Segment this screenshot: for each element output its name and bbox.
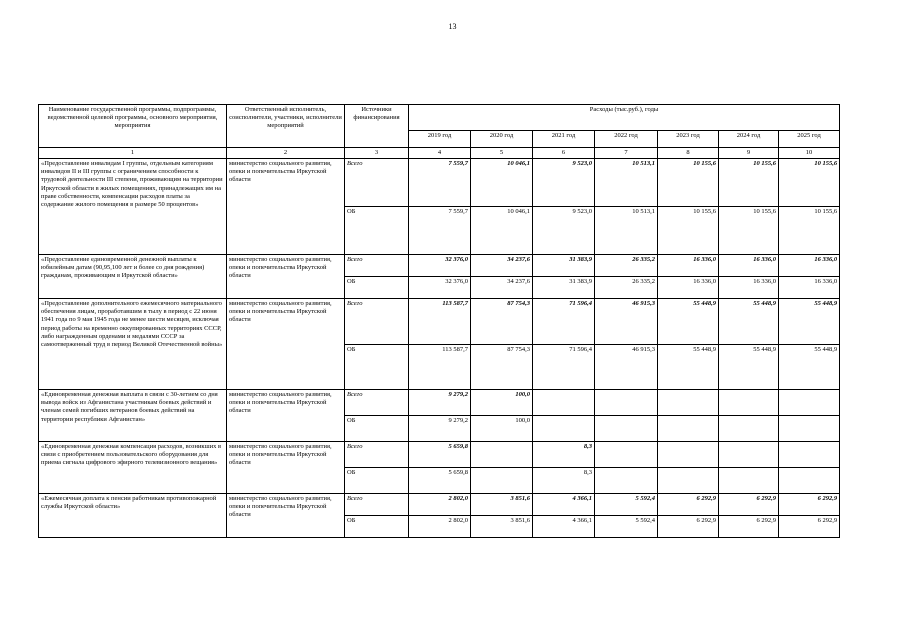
value-cell: 55 448,9 (719, 299, 779, 345)
value-cell: 10 155,6 (719, 159, 779, 207)
value-cell: 7 559,7 (409, 207, 471, 255)
value-cell (719, 442, 779, 468)
source-total-label: Всего (345, 390, 409, 416)
value-cell: 6 292,9 (719, 516, 779, 538)
value-cell: 55 448,9 (779, 345, 840, 390)
source-total-label: Всего (345, 442, 409, 468)
value-cell: 113 587,7 (409, 299, 471, 345)
page-number: 13 (448, 22, 457, 31)
value-cell: 2 802,0 (409, 516, 471, 538)
value-cell: 2 802,0 (409, 494, 471, 516)
value-cell: 6 292,9 (658, 494, 719, 516)
header-year: 2019 год (409, 131, 471, 148)
column-number: 2 (227, 148, 345, 159)
value-cell (658, 442, 719, 468)
value-cell (779, 442, 840, 468)
value-cell (779, 468, 840, 494)
table-row (39, 159, 840, 207)
program-name: «Единовременная денежная компенсация расходов, возникших в связи с приобретением пользовательского оборудования для приема сигнала цифрового эфирного телевизионного вещания» (39, 442, 227, 494)
value-cell (595, 442, 658, 468)
value-cell: 26 335,2 (595, 277, 658, 299)
column-number: 4 (409, 148, 471, 159)
value-cell: 16 336,0 (719, 277, 779, 299)
column-number: 7 (595, 148, 658, 159)
value-cell: 16 336,0 (719, 255, 779, 277)
value-cell (471, 442, 533, 468)
source-total-label: Всего (345, 255, 409, 277)
header-year: 2025 год (779, 131, 840, 148)
value-cell: 46 915,3 (595, 299, 658, 345)
value-cell: 34 237,6 (471, 255, 533, 277)
value-cell: 9 279,2 (409, 416, 471, 442)
value-cell (779, 390, 840, 416)
value-cell: 6 292,9 (719, 494, 779, 516)
value-cell: 71 596,4 (533, 299, 595, 345)
column-number: 1 (39, 148, 227, 159)
header-year: 2023 год (658, 131, 719, 148)
value-cell: 5 659,8 (409, 468, 471, 494)
program-name: «Предоставление единовременной денежной выплаты к юбилейным датам (90,95,100 лет и более со дня рождения) гражданам, проживающим в Иркутской области» (39, 255, 227, 299)
header-year: 2024 год (719, 131, 779, 148)
value-cell (719, 416, 779, 442)
value-cell: 46 915,3 (595, 345, 658, 390)
value-cell: 55 448,9 (658, 345, 719, 390)
value-cell: 32 376,0 (409, 277, 471, 299)
executor-name: министерство социального развития, опеки и попечительства Иркутской области (227, 442, 345, 494)
value-cell: 6 292,9 (779, 494, 840, 516)
value-cell: 10 155,6 (779, 207, 840, 255)
header-source: Источники финансирования (345, 105, 409, 148)
value-cell: 10 046,1 (471, 207, 533, 255)
source-ob-label: ОБ (345, 277, 409, 299)
value-cell (533, 416, 595, 442)
source-ob-label: ОБ (345, 416, 409, 442)
table-row (39, 390, 840, 416)
program-name: «Предоставление инвалидам I группы, отдельным категориям инвалидов II и III группы с ограничением способности к трудовой деятельности III степени, проживающим на территории Иркутской области в жилых помещениях, принадлежащих им на праве собственности, компенсации расходов платы за содержание жилого помещения в размере 50 процентов» (39, 159, 227, 255)
value-cell: 10 046,1 (471, 159, 533, 207)
program-name: «Единовременная денежная выплата в связи с 30-летием со дня вывода войск из Афганистана участникам боевых действий и членам семей погибших ветеранов боевых действий на территории республики Афганистан» (39, 390, 227, 442)
source-ob-label: ОБ (345, 516, 409, 538)
column-number: 9 (719, 148, 779, 159)
source-ob-label: ОБ (345, 468, 409, 494)
value-cell: 100,0 (471, 390, 533, 416)
table-row (39, 494, 840, 516)
value-cell (658, 468, 719, 494)
value-cell: 10 155,6 (779, 159, 840, 207)
table-row (39, 299, 840, 345)
value-cell: 8,3 (533, 468, 595, 494)
value-cell (658, 416, 719, 442)
program-name: «Ежемесячная доплата к пенсии работникам противопожарной службы Иркутской области» (39, 494, 227, 538)
value-cell: 16 336,0 (779, 255, 840, 277)
value-cell: 26 335,2 (595, 255, 658, 277)
value-cell (471, 468, 533, 494)
value-cell: 10 155,6 (658, 207, 719, 255)
program-name: «Предоставление дополнительного ежемесячного материального обеспечения лицам, проработавшим в тылу в период с 22 июня 1941 года по 9 мая 1945 года не менее шести месяцев, исключая период работы на временно оккупированных территориях СССР, либо награжденным орденами и медалями СССР за самоотверженный труд в период Великой Отечественной войны» (39, 299, 227, 390)
value-cell: 31 383,9 (533, 255, 595, 277)
executor-name: министерство социального развития, опеки и попечительства Иркутской области (227, 390, 345, 442)
value-cell: 87 754,3 (471, 299, 533, 345)
value-cell: 4 366,1 (533, 494, 595, 516)
value-cell (595, 416, 658, 442)
value-cell: 34 237,6 (471, 277, 533, 299)
value-cell: 16 336,0 (658, 277, 719, 299)
value-cell: 10 513,1 (595, 207, 658, 255)
value-cell: 8,3 (533, 442, 595, 468)
value-cell: 10 513,1 (595, 159, 658, 207)
value-cell (779, 416, 840, 442)
value-cell: 5 592,4 (595, 494, 658, 516)
budget-table (38, 104, 840, 538)
source-ob-label: ОБ (345, 207, 409, 255)
value-cell: 113 587,7 (409, 345, 471, 390)
value-cell: 55 448,9 (658, 299, 719, 345)
header-year: 2020 год (471, 131, 533, 148)
value-cell: 9 279,2 (409, 390, 471, 416)
value-cell: 5 592,4 (595, 516, 658, 538)
source-total-label: Всего (345, 494, 409, 516)
value-cell: 31 383,9 (533, 277, 595, 299)
value-cell: 6 292,9 (658, 516, 719, 538)
column-number: 3 (345, 148, 409, 159)
value-cell (533, 390, 595, 416)
value-cell (658, 390, 719, 416)
value-cell: 10 155,6 (658, 159, 719, 207)
value-cell: 9 523,0 (533, 207, 595, 255)
source-total-label: Всего (345, 299, 409, 345)
value-cell (595, 390, 658, 416)
header-executor: Ответственный исполнитель, соисполнители, участники, исполнители мероприятий (227, 105, 345, 148)
value-cell: 55 448,9 (719, 345, 779, 390)
value-cell (719, 468, 779, 494)
value-cell: 6 292,9 (779, 516, 840, 538)
value-cell: 3 851,6 (471, 516, 533, 538)
column-number: 5 (471, 148, 533, 159)
source-total-label: Всего (345, 159, 409, 207)
value-cell (719, 390, 779, 416)
source-ob-label: ОБ (345, 345, 409, 390)
value-cell: 16 336,0 (658, 255, 719, 277)
value-cell: 3 851,6 (471, 494, 533, 516)
table-row (39, 255, 840, 277)
value-cell (595, 468, 658, 494)
header-year: 2021 год (533, 131, 595, 148)
value-cell: 32 376,0 (409, 255, 471, 277)
value-cell: 87 754,3 (471, 345, 533, 390)
value-cell: 5 659,8 (409, 442, 471, 468)
value-cell: 10 155,6 (719, 207, 779, 255)
header-expenses: Расходы (тыс.руб.), годы (409, 105, 840, 131)
executor-name: министерство социального развития, опеки и попечительства Иркутской области (227, 494, 345, 538)
value-cell: 100,0 (471, 416, 533, 442)
column-number: 8 (658, 148, 719, 159)
executor-name: министерство социального развития, опеки и попечительства Иркутской области (227, 299, 345, 390)
executor-name: министерство социального развития, опеки и попечительства Иркутской области (227, 255, 345, 299)
value-cell: 55 448,9 (779, 299, 840, 345)
value-cell: 4 366,1 (533, 516, 595, 538)
value-cell: 71 596,4 (533, 345, 595, 390)
column-number: 10 (779, 148, 840, 159)
header-program: Наименование государственной программы, подпрограммы, ведомственной целевой программы, основного мероприятия, мероприятия (39, 105, 227, 148)
value-cell: 7 559,7 (409, 159, 471, 207)
value-cell: 16 336,0 (779, 277, 840, 299)
column-number: 6 (533, 148, 595, 159)
header-year: 2022 год (595, 131, 658, 148)
executor-name: министерство социального развития, опеки и попечительства Иркутской области (227, 159, 345, 255)
value-cell: 9 523,0 (533, 159, 595, 207)
table-row (39, 442, 840, 468)
